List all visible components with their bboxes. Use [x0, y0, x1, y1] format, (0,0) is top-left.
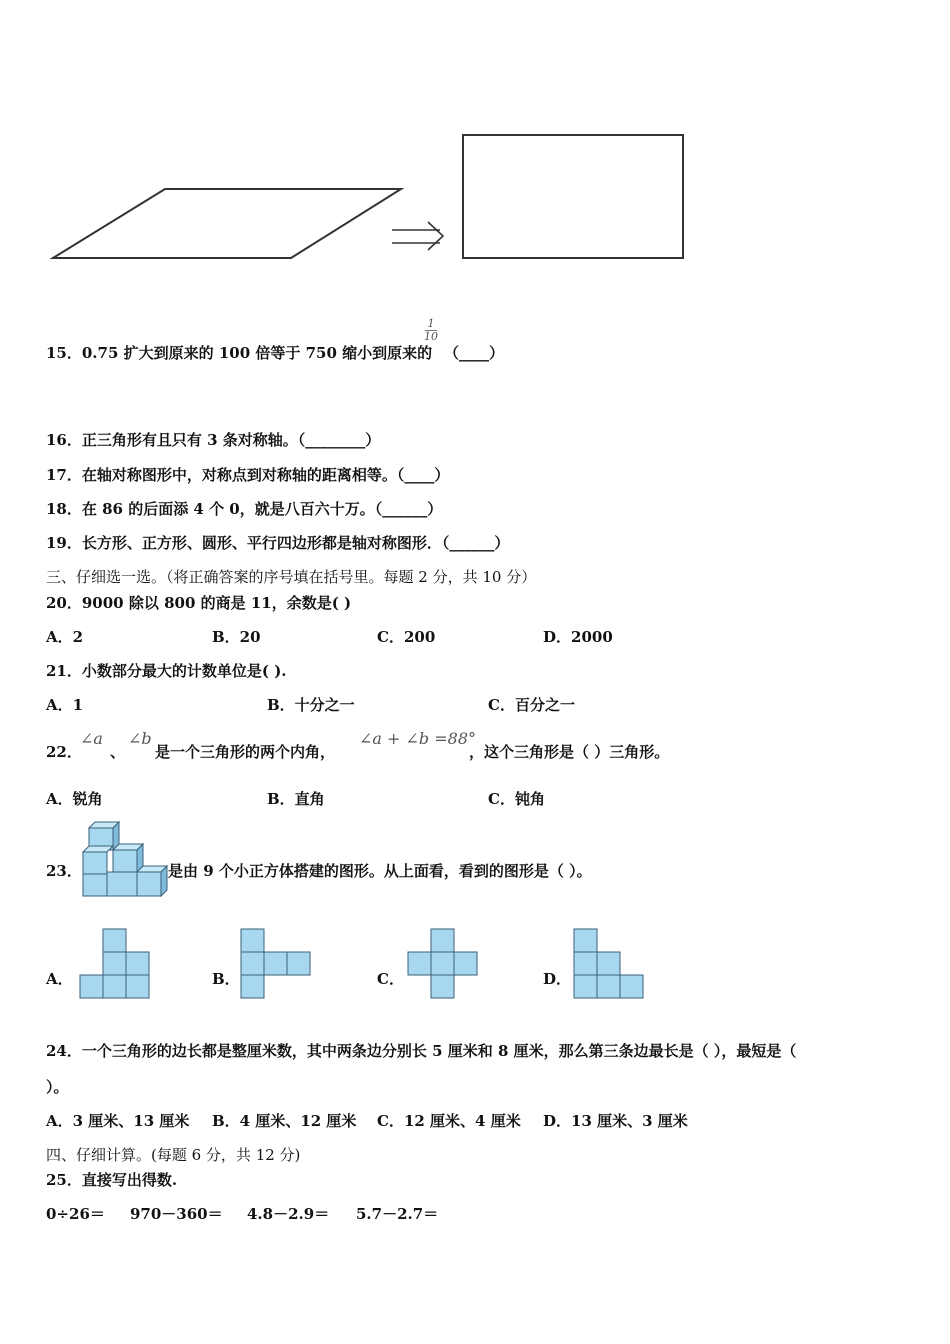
q20-option-c[interactable]: C．200 — [377, 628, 436, 646]
parallelogram-to-rectangle-figure — [0, 0, 950, 300]
q25-item-2[interactable]: 970－360＝ — [130, 1205, 223, 1223]
cube-stack-figure — [80, 820, 170, 900]
question-24-cont: ）。 — [46, 1078, 69, 1096]
q22-option-c[interactable]: C．钝角 — [488, 790, 545, 808]
q25-item-1[interactable]: 0÷26＝ — [46, 1205, 105, 1223]
section-3-title: 三、仔细选一选。（将正确答案的序号填在括号里。每题 2 分，共 10 分） — [46, 568, 537, 586]
q21-option-c[interactable]: C．百分之一 — [488, 696, 575, 714]
fraction-denominator: 10 — [424, 330, 438, 343]
question-25: 25．直接写出得数. — [46, 1171, 178, 1189]
question-15-text: 15．0.75 扩大到原来的 100 倍等于 750 缩小到原来的 — [46, 344, 433, 362]
angle-sum-formula: ∠a + ∠b =88° — [359, 729, 477, 748]
question-16: 16．正三角形有且只有 3 条对称轴。（________） — [46, 431, 381, 449]
question-21: 21．小数部分最大的计数单位是( ). — [46, 662, 287, 680]
q23-option-a-figure[interactable] — [80, 929, 152, 1001]
question-22-number: 22． — [46, 743, 82, 761]
angle-a-symbol: ∠a — [80, 729, 103, 748]
q24-option-b[interactable]: B．4 厘米、12 厘米 — [212, 1112, 357, 1130]
q24-option-c[interactable]: C．12 厘米、4 厘米 — [377, 1112, 521, 1130]
parallelogram-shape — [53, 189, 401, 258]
question-24: 24．一个三角形的边长都是整厘米数，其中两条边分别长 5 厘米和 8 厘米，那么第三条边最长是（ ），最短是（ — [46, 1042, 797, 1060]
question-15-blank[interactable]: （____） — [444, 344, 505, 362]
question-17: 17．在轴对称图形中，对称点到对称轴的距离相等。（____） — [46, 466, 450, 484]
q23-option-d-figure[interactable] — [574, 929, 646, 1001]
q23-option-b-figure[interactable] — [241, 929, 313, 1001]
q24-option-d[interactable]: D．13 厘米、3 厘米 — [543, 1112, 688, 1130]
question-22-text-end: ，这个三角形是（ ）三角形。 — [469, 743, 670, 761]
q22-option-b[interactable]: B．直角 — [267, 790, 325, 808]
question-22-separator: 、 — [110, 743, 126, 761]
fraction-one-tenth — [424, 318, 438, 343]
question-22-text-mid: 是一个三角形的两个内角， — [155, 743, 336, 761]
question-20: 20．9000 除以 800 的商是 11，余数是( ) — [46, 594, 352, 612]
question-23-number: 23． — [46, 862, 82, 880]
angle-b-symbol: ∠b — [128, 729, 152, 748]
q20-option-b[interactable]: B．20 — [212, 628, 261, 646]
q21-option-a[interactable]: A．1 — [46, 696, 84, 714]
section-4-title: 四、仔细计算。(每题 6 分，共 12 分) — [46, 1146, 301, 1164]
rectangle-shape — [463, 135, 683, 258]
q24-option-a[interactable]: A．3 厘米、13 厘米 — [46, 1112, 190, 1130]
q20-option-d[interactable]: D．2000 — [543, 628, 613, 646]
fraction-numerator: 1 — [427, 317, 435, 330]
q23-option-a[interactable]: A． — [46, 970, 73, 988]
question-19: 19．长方形、正方形、圆形、平行四边形都是轴对称图形．（______） — [46, 534, 510, 552]
q23-option-c[interactable]: C． — [377, 970, 404, 988]
q23-option-d[interactable]: D． — [543, 970, 572, 988]
question-23-text: 是由 9 个小正方体搭建的图形。从上面看，看到的图形是（ ）。 — [168, 862, 592, 880]
question-18: 18．在 86 的后面添 4 个 0，就是八百六十万。（______） — [46, 500, 443, 518]
q25-item-3[interactable]: 4.8－2.9＝ — [247, 1205, 330, 1223]
q25-item-4[interactable]: 5.7－2.7＝ — [356, 1205, 439, 1223]
q20-option-a[interactable]: A．2 — [46, 628, 84, 646]
q21-option-b[interactable]: B．十分之一 — [267, 696, 355, 714]
q23-option-c-figure[interactable] — [408, 929, 480, 1001]
q23-option-b[interactable]: B． — [212, 970, 240, 988]
double-arrow-icon — [392, 222, 443, 250]
question-15 — [46, 342, 432, 363]
q22-option-a[interactable]: A．锐角 — [46, 790, 103, 808]
